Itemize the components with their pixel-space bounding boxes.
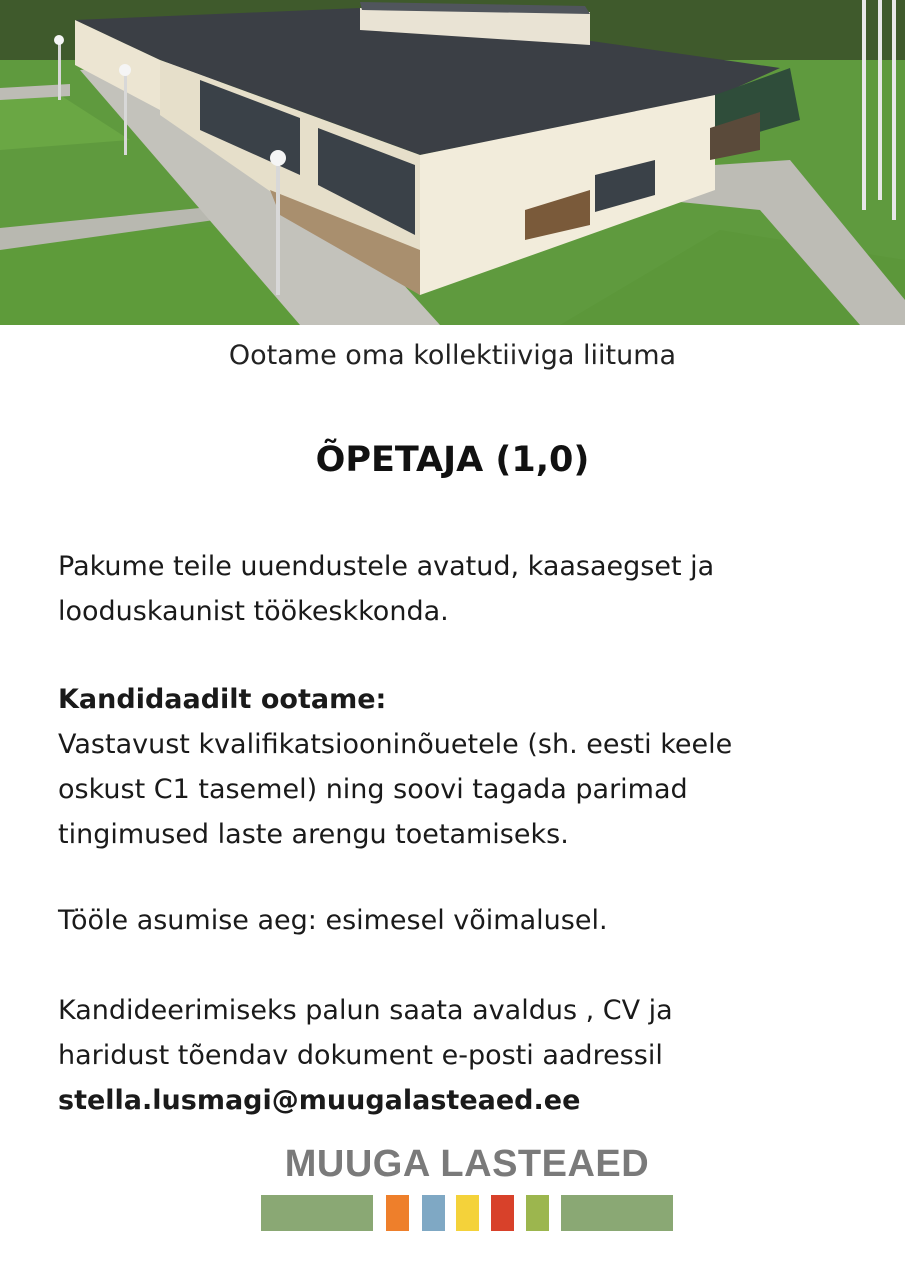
intro-text: Ootame oma kollektiiviga liituma [228, 340, 677, 371]
requirements-line: oskust C1 tasemel) ning soovi tagada parimad [58, 774, 688, 805]
logo-text: MUUGA LASTEAED [284, 1143, 650, 1185]
logo-bar-5 [491, 1195, 514, 1231]
requirements-line: Vastavust kvalifikatsiooninõuetele (sh. eesti keele [58, 729, 733, 760]
job-title: ÕPETAJA (1,0) [315, 440, 590, 480]
apply-paragraph [58, 988, 848, 1123]
logo-bar-4 [456, 1195, 479, 1231]
apply-line: Kandideerimiseks palun saata avaldus , CV ja [58, 995, 673, 1026]
logo-bar-6 [526, 1195, 549, 1231]
requirements-line: tingimused laste arengu toetamiseks. [58, 819, 569, 850]
start-time-paragraph: Tööle asumise aeg: esimesel võimalusel. [58, 905, 608, 936]
offer-line: looduskaunist töökeskkonda. [58, 596, 449, 627]
logo-bar-2 [386, 1195, 409, 1231]
requirements-paragraph [58, 677, 848, 857]
email-address[interactable]: stella.lusmagi@muugalasteaed.ee [58, 1085, 581, 1116]
offer-line: Pakume teile uuendustele avatud, kaasaegset ja [58, 551, 715, 582]
building-photo [0, 0, 905, 325]
offer-paragraph [58, 544, 848, 634]
apply-line: haridust tõendav dokument e-posti aadressil [58, 1040, 663, 1071]
logo-bar-3 [422, 1195, 445, 1231]
logo-bar-7 [561, 1195, 673, 1231]
logo-bar-1 [261, 1195, 373, 1231]
requirements-heading: Kandidaadilt ootame: [58, 684, 387, 715]
